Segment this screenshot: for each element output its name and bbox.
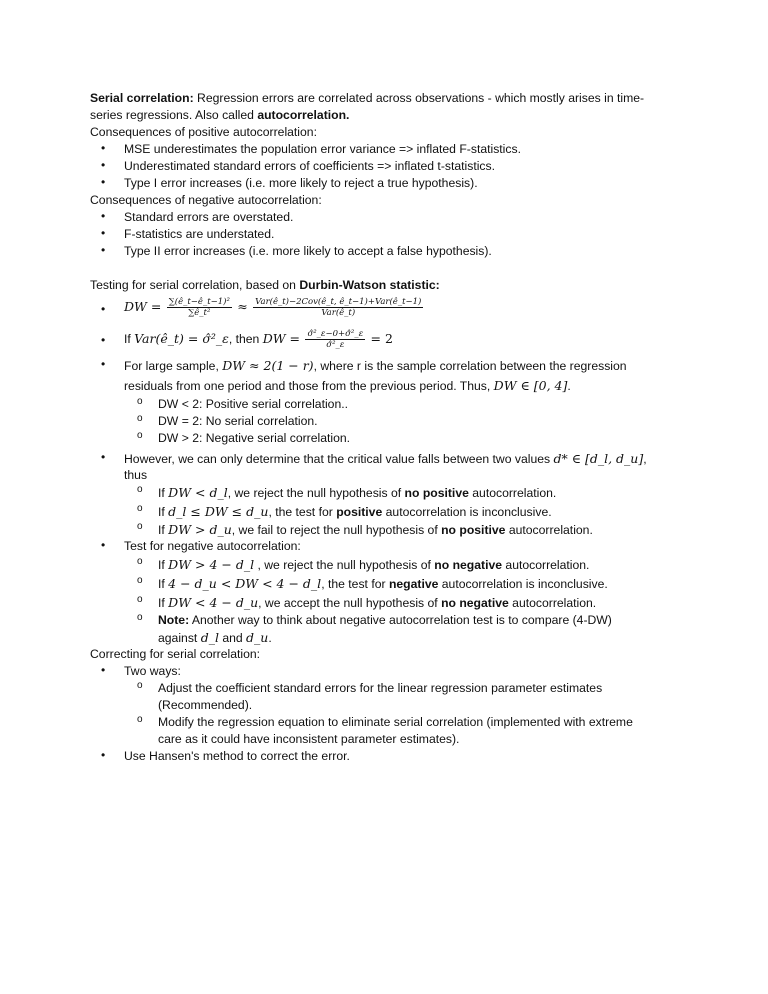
critical-line-1 bbox=[124, 450, 647, 468]
positive-heading: Consequences of positive autocorrelation: bbox=[90, 125, 317, 139]
large-sample-line2: residuals from one period and those from the previous period. Thus, bbox=[124, 379, 494, 393]
correcting-heading: Correcting for serial correlation: bbox=[90, 647, 261, 661]
rule-expr: DW < d_l bbox=[168, 485, 228, 500]
bullet: • bbox=[101, 450, 106, 464]
bullet: • bbox=[101, 209, 106, 223]
large-sample-expr: DW ≈ 2(1 − r) bbox=[222, 358, 314, 373]
dw-equals-two-formula bbox=[124, 324, 393, 354]
bullet: • bbox=[101, 333, 106, 347]
sub-bullet: o bbox=[137, 594, 143, 605]
intro-text-2: series regressions. Also called bbox=[90, 108, 258, 122]
durbin-watson-label: Durbin-Watson statistic: bbox=[299, 278, 440, 292]
rule-pre: If bbox=[158, 558, 169, 572]
positive-item: Underestimated standard errors of coefficients => inflated t-statistics. bbox=[124, 159, 495, 173]
intro-alias: autocorrelation. bbox=[257, 108, 350, 122]
bullet: • bbox=[101, 357, 106, 371]
rule-bold: negative bbox=[388, 577, 439, 591]
dw-case: DW = 2: No serial correlation. bbox=[158, 414, 318, 428]
formula2-mid: , then bbox=[228, 332, 263, 346]
negative-test-heading: Test for negative autocorrelation: bbox=[124, 539, 301, 553]
sub-bullet: o bbox=[137, 575, 143, 586]
variance-condition: Var(ê_t) = σ̂²_ε bbox=[134, 331, 229, 346]
bullet: • bbox=[101, 158, 106, 172]
note-du: d_u bbox=[246, 630, 269, 645]
rule-post: , we accept the null hypothesis of bbox=[258, 596, 442, 610]
rule-end: autocorrelation. bbox=[505, 523, 593, 537]
critical-post: , bbox=[643, 452, 647, 466]
positive-item: MSE underestimates the population error variance => inflated F-statistics. bbox=[124, 142, 521, 156]
rule-end: autocorrelation. bbox=[502, 558, 590, 572]
positive-item: Type I error increases (i.e. more likely to reject a true hypothesis). bbox=[124, 176, 478, 190]
critical-expr: d* ∈ [d_l, d_u] bbox=[553, 451, 644, 466]
rule-pre: If bbox=[158, 505, 169, 519]
rule-post: , we fail to reject the null hypothesis of bbox=[231, 523, 442, 537]
note-line-1 bbox=[158, 612, 612, 629]
sub-bullet: o bbox=[137, 556, 143, 567]
rule-expr: 4 − d_u < DW < 4 − d_l bbox=[168, 576, 322, 591]
rule-end: autocorrelation is inconclusive. bbox=[438, 577, 608, 591]
positive-rule bbox=[158, 484, 556, 502]
large-sample-end: . bbox=[567, 379, 571, 393]
bullet: • bbox=[101, 226, 106, 240]
negative-rule bbox=[158, 556, 589, 574]
sub-bullet: o bbox=[137, 396, 143, 407]
rule-pre: If bbox=[158, 596, 169, 610]
sub-bullet: o bbox=[137, 413, 143, 424]
way-2-line-2: care as it could have inconsistent parameter estimates). bbox=[158, 732, 460, 746]
large-sample-line-1 bbox=[124, 357, 627, 375]
rule-expr: d_l ≤ DW ≤ d_u bbox=[168, 504, 269, 519]
rule-post: , the test for bbox=[268, 505, 337, 519]
negative-rule bbox=[158, 594, 596, 612]
way-2-line-1: Modify the regression equation to eliminate serial correlation (implemented with extreme bbox=[158, 715, 633, 729]
sub-bullet: o bbox=[137, 430, 143, 441]
rule-end: autocorrelation. bbox=[508, 596, 597, 610]
bullet: • bbox=[101, 538, 106, 552]
negative-rule bbox=[158, 575, 608, 593]
note-end: . bbox=[268, 631, 272, 645]
dw-fraction-2 bbox=[253, 297, 423, 318]
bullet: • bbox=[101, 302, 106, 316]
negative-item: F-statistics are understated. bbox=[124, 227, 275, 241]
bullet: • bbox=[101, 663, 106, 677]
dw-lhs: DW = bbox=[124, 299, 162, 314]
large-sample-post: , where r is the sample correlation between the regression bbox=[313, 359, 627, 373]
negative-heading: Consequences of negative autocorrelation: bbox=[90, 193, 322, 207]
note-dl: d_l bbox=[200, 630, 219, 645]
critical-line-2: thus bbox=[124, 468, 148, 482]
rule-bold: no negative bbox=[434, 558, 503, 572]
sub-bullet: o bbox=[137, 612, 143, 623]
sub-bullet: o bbox=[137, 503, 143, 514]
rule-bold: no positive bbox=[441, 523, 506, 537]
negative-item: Standard errors are overstated. bbox=[124, 210, 294, 224]
sub-bullet: o bbox=[137, 680, 143, 691]
intro-line-1 bbox=[90, 90, 644, 107]
dw-range: DW ∈ [0, 4] bbox=[493, 378, 568, 393]
rule-bold: no negative bbox=[441, 596, 509, 610]
bullet: • bbox=[101, 175, 106, 189]
note-text: Another way to think about negative autocorrelation test is to compare (4-DW) bbox=[189, 613, 612, 627]
formula2-lhs: DW = bbox=[262, 331, 301, 346]
negative-item: Type II error increases (i.e. more likely to accept a false hypothesis). bbox=[124, 244, 492, 258]
formula2-fraction bbox=[305, 329, 365, 350]
testing-heading-text: Testing for serial correlation, based on bbox=[90, 278, 300, 292]
positive-rule bbox=[158, 503, 552, 521]
rule-end: autocorrelation is inconclusive. bbox=[382, 505, 552, 519]
intro-term: Serial correlation: bbox=[90, 91, 194, 105]
critical-pre: However, we can only determine that the critical value falls between two values bbox=[124, 452, 554, 466]
rule-pre: If bbox=[158, 577, 169, 591]
intro-line-2 bbox=[90, 107, 349, 124]
note-line-2 bbox=[158, 629, 272, 647]
rule-pre: If bbox=[158, 486, 169, 500]
note-pre: against bbox=[158, 631, 201, 645]
bullet: • bbox=[101, 748, 106, 762]
note-and: and bbox=[218, 631, 247, 645]
formula2-rhs: = 2 bbox=[370, 331, 393, 346]
note-label: Note: bbox=[158, 613, 190, 627]
sub-bullet: o bbox=[137, 484, 143, 495]
rule-expr: DW > d_u bbox=[168, 522, 232, 537]
formula2-denominator: σ̂²_ε bbox=[326, 340, 345, 351]
dw-case: DW > 2: Negative serial correlation. bbox=[158, 431, 351, 445]
large-sample-pre: For large sample, bbox=[124, 359, 223, 373]
dw-numerator-2: Var(ê_t)−2Cov(ê_t, ê_t−1)+Var(ê_t−1) bbox=[255, 297, 422, 308]
rule-expr: DW > 4 − d_l bbox=[168, 557, 255, 572]
bullet: • bbox=[101, 141, 106, 155]
two-ways: Two ways: bbox=[124, 664, 181, 678]
rule-post: , the test for bbox=[321, 577, 389, 591]
large-sample-line-2 bbox=[124, 377, 571, 395]
rule-bold: positive bbox=[336, 505, 383, 519]
way-1-line-2: (Recommended). bbox=[158, 698, 253, 712]
dw-case: DW < 2: Positive serial correlation.. bbox=[158, 397, 348, 411]
formula2-numerator: σ̂²_ε−0+σ̂²_ε bbox=[307, 329, 364, 340]
sub-bullet: o bbox=[137, 521, 143, 532]
rule-bold: no positive bbox=[404, 486, 469, 500]
dw-denominator-2: Var(ê_t) bbox=[321, 308, 356, 319]
positive-rule bbox=[158, 521, 593, 539]
rule-end: autocorrelation. bbox=[468, 486, 557, 500]
way-1-line-1: Adjust the coefficient standard errors for the linear regression parameter estimates bbox=[158, 681, 603, 695]
bullet: • bbox=[101, 243, 106, 257]
formula2-pre: If bbox=[124, 332, 135, 346]
hansen-item: Use Hansen's method to correct the error. bbox=[124, 749, 350, 763]
intro-text-1: Regression errors are correlated across observations - which mostly arises in time- bbox=[193, 91, 645, 105]
sub-bullet: o bbox=[137, 714, 143, 725]
rule-post: , we reject the null hypothesis of bbox=[227, 486, 405, 500]
rule-pre: If bbox=[158, 523, 169, 537]
rule-expr: DW < 4 − d_u bbox=[168, 595, 259, 610]
rule-post: , we reject the null hypothesis of bbox=[254, 558, 435, 572]
dw-fraction-1 bbox=[167, 297, 232, 318]
dw-denominator-1: ∑ê_t² bbox=[188, 308, 211, 319]
dw-numerator-1: ∑(ê_t−ê_t−1)² bbox=[168, 297, 230, 308]
dw-formula bbox=[124, 292, 425, 322]
approx-sign: ≈ bbox=[237, 299, 248, 314]
